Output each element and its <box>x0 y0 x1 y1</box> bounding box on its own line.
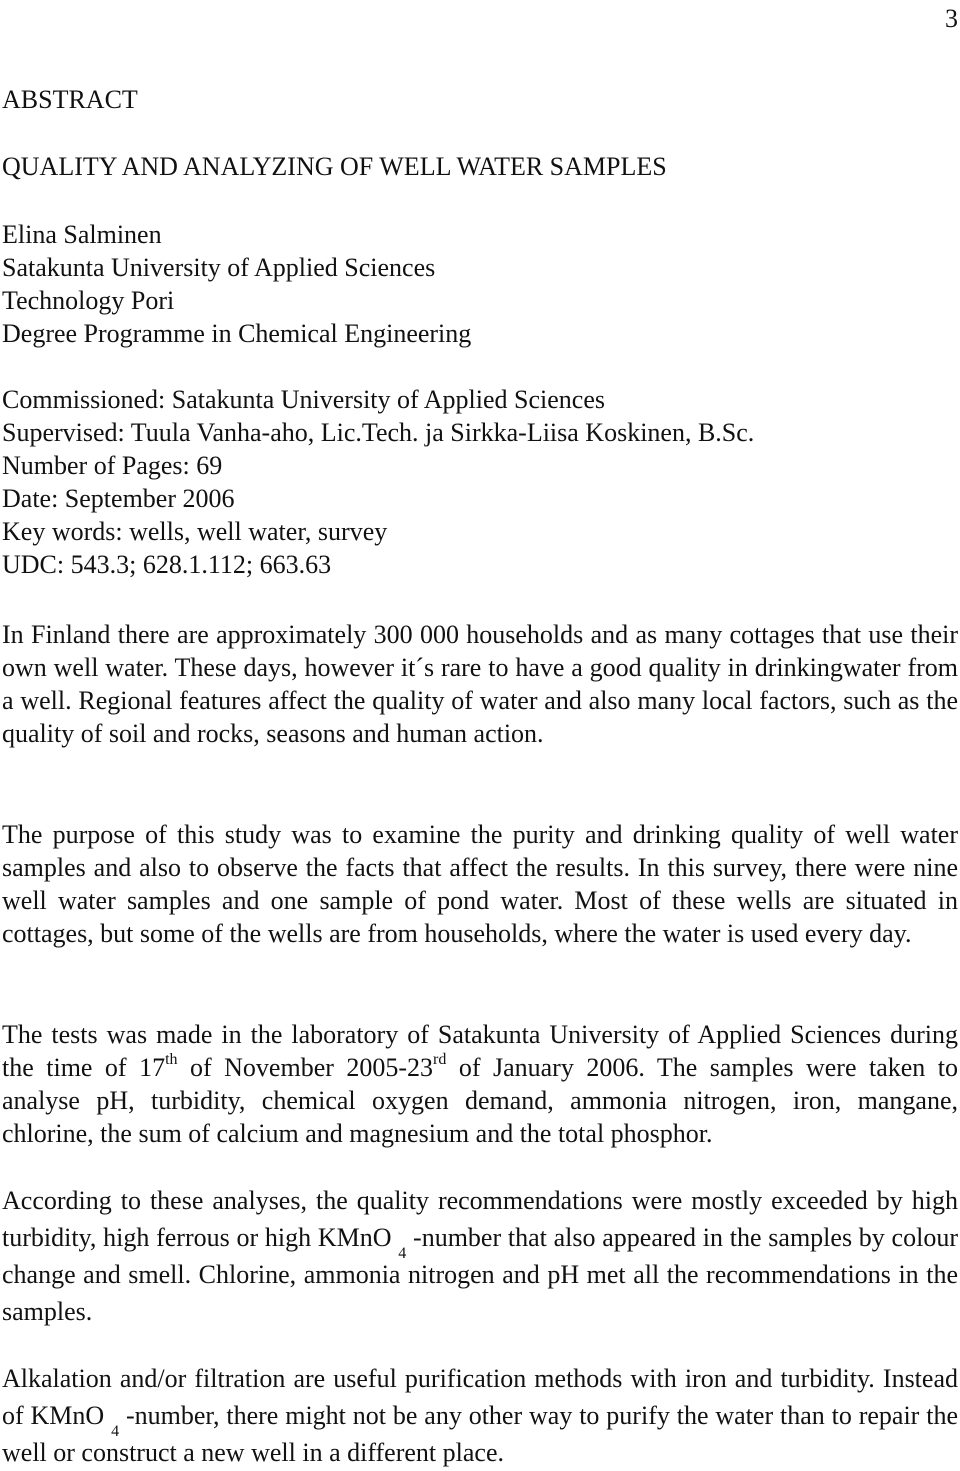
paragraph-4-text <box>2 1182 958 1330</box>
author-name: Elina Salminen <box>2 220 162 249</box>
udc: UDC: 543.3; 628.1.112; 663.63 <box>2 550 332 579</box>
p5-part-a: Alkalation and/or filtration are useful purification methods with iron and turbidity. Instead of KMnO <box>2 1364 958 1430</box>
abstract-heading: ABSTRACT <box>2 85 138 114</box>
p3-sup-a: th <box>165 1051 178 1069</box>
p3-part-a: The tests was made in the laboratory of Satakunta University of Applied Sciences during the time of 17 <box>2 1020 958 1082</box>
paragraph-1-text: In Finland there are approximately 300 000 households and as many cottages that use their own well water. These days, however it´s rare to have a good quality in drinkingwater from a well. Regional features affect the quality of water and also many local factors, such as the quality of soil and rocks, seasons and human action. <box>2 620 958 748</box>
p3-part-c: of January 2006. The samples were taken to analyse pH, turbidity, chemical oxygen demand, ammonia nitrogen, iron, mangane, chlorine, the sum of calcium and magnesium and the total phosphor. <box>2 1053 958 1148</box>
p4-part-a: According to these analyses, the quality recommendations were mostly exceeded by high turbidity, high ferrous or high KMnO <box>2 1186 958 1252</box>
paragraph-5-text <box>2 1360 958 1471</box>
paragraph-5 <box>2 1360 958 1471</box>
key-words: Key words: wells, well water, survey <box>2 517 388 546</box>
paragraph-3 <box>2 1018 958 1150</box>
p3-sup-b: rd <box>433 1051 447 1069</box>
p3-part-b: of November 2005-23 <box>177 1053 434 1082</box>
meta-block <box>2 383 958 581</box>
paragraph-3-text <box>2 1018 958 1150</box>
paragraph-1 <box>2 618 958 750</box>
paragraph-4 <box>2 1182 958 1330</box>
institution: Satakunta University of Applied Sciences <box>2 253 436 282</box>
author-block <box>2 218 958 350</box>
commissioned: Commissioned: Satakunta University of Applied Sciences <box>2 385 605 414</box>
p5-part-b: -number, there might not be any other way to purify the water than to repair the well or construct a new well in a different place. <box>2 1401 958 1467</box>
p4-sub-a: 4 <box>398 1245 407 1263</box>
supervised: Supervised: Tuula Vanha-aho, Lic.Tech. ja Sirkka-Liisa Koskinen, B.Sc. <box>2 418 755 447</box>
campus: Technology Pori <box>2 286 175 315</box>
paragraph-2 <box>2 818 958 950</box>
p5-sub-a: 4 <box>111 1423 120 1441</box>
document-title: QUALITY AND ANALYZING OF WELL WATER SAMPLES <box>2 152 667 181</box>
degree-programme: Degree Programme in Chemical Engineering <box>2 319 472 348</box>
paragraph-2-text: The purpose of this study was to examine the purity and drinking quality of well water samples and also to observe the facts that affect the results. In this survey, there were nine well water samples and one sample of pond water. Most of these wells are situated in cottages, but some of the wells are from households, where the water is used every day. <box>2 820 958 948</box>
page-number: 3 <box>945 4 958 33</box>
date: Date: September 2006 <box>2 484 235 513</box>
number-of-pages: Number of Pages: 69 <box>2 451 223 480</box>
p4-part-b: -number that also appeared in the samples by colour change and smell. Chlorine, ammonia nitrogen and pH met all the recommendations in the samples. <box>2 1223 958 1326</box>
